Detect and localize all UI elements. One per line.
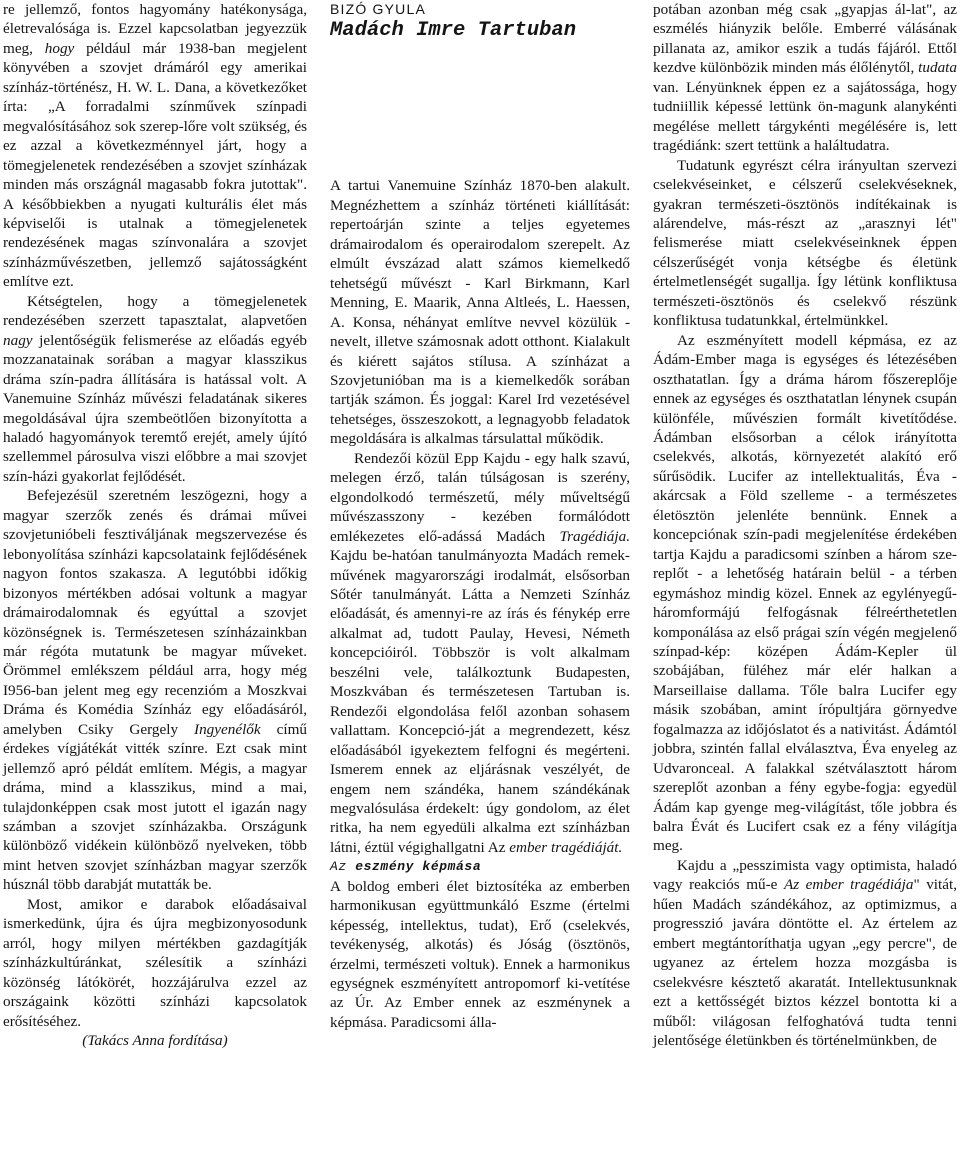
article-title: Madách Imre Tartuban — [330, 19, 577, 43]
translator-credit: (Takács Anna fordítása) — [82, 1032, 228, 1050]
section-heading: Az eszmény képmása — [330, 859, 482, 875]
blank-space — [330, 43, 630, 176]
column-right — [653, 0, 957, 1050]
paragraph: Most, amikor e darabok előadásaival ismerkedünk, újra és újra megbizonyosodunk arról, hogy milyen mértékben gazdagítják színházkultúránkat, szélesítik a színházi közönség látókörét, hozzájárulva ezzel az országaink közötti színházi kapcsolatok erősítéséhez. — [3, 895, 307, 1030]
paragraph: potában azonban még csak „gyapjas ál-lat", az eszmélés hiányzik belőle. Emberré válásának pillanata az, amikor eszik a tudás fájáról. Ettől kezdve különbözik minden más élőlénytől, tudata van. Lényünknek éppen ez a sajátossága, hogy tudniillik képessé lettünk ön-magunk alanykénti megélése mellett tárgykénti megélésére is, lett tragédiánk: szert tettünk a haláltudatra. — [653, 1, 957, 155]
paragraph: A boldog emberi élet biztosítéka az emberben harmonikusan együttmunkáló Eszme (értelmi képesség, intellektus, tudat), Erő (cselekvés, tevékenység, alkotás) és Jóság (ösztönös, érzelmi, természeti voltuk). Ennek a harmonikus egységnek eszményített antropomorf ki-vetítése az Úr. Az Ember ennek az eszménynek a képmása. Paradicsomi álla- — [330, 877, 630, 1031]
paragraph: Befejezésül szeretném leszögezni, hogy a magyar szerzők zenés és drámai művei szovjetunióbeli fesztiváljának megszervezése és lebonyolítása színházi kapcsolataink fejlődésének nagyon fontos szakasza. A legutóbbi időkig bizonyos mértékben adósai voltunk a magyar drámairodalomnak és egyúttal a szovjet közönségnek is. Természetesen színházainkban már régóta mutatunk be magyar műveket. Örömmel emlékszem például arra, hogy még I956-ban jelent meg egy recenzióm a Moszkvai Dráma és Komédia Színház egy előadásáról, amelyben Csiky Gergely Ingyenélők című érdekes vígjátékát vitték színre. Ezt csak mint jellemző apró példát említem. Mégis, a magyar dráma, mind a klasszikus, mind a mai, tulajdonképpen csak most jutott el igazán nagy számban a szovjet színházakba. Országunk különböző vidékein különböző nyelveken, több mint hetven szovjet színházban magyar szerzők húsznál több darabját mutatták be. — [3, 487, 307, 894]
column-middle — [330, 0, 630, 1032]
paragraph: Kajdu a „pesszimista vagy optimista, haladó vagy reakciós mű-e Az ember tragédiája" vitát, hűen Madách szándékához, az optimizmus, a progresszió javára döntötte el. Az értelem az embert megtántoríthatja ugyan „egy percre", de ugyanez az értelem hozza mozgásba is cselekvésre késztető akaratát. Intellektusunknak ezt a kettősségét biztos kézzel bontotta ki a műből: világosan felfoghatóvá tudta tenni jelentősége életünkben és történelmünkben, de — [653, 856, 958, 1050]
paragraph: Az eszményített modell képmása, ez az Ádám-Ember maga is egységes és létezésében oszthatatlan. Így a dráma három főszereplője ennek az egységes és oszthatatlan lénynek csupán különféle, művészien formált kivetítődése. Ádámban elsősorban a célok irányította cselekvés, alkotás, környezetét alakító erő sűrűsödik. Lucifer az intellektualitás, Éva - akárcsak a Föld szelleme - a természetes életösztön jelenléte bennünk. Ennek a koncepciónak szín-padi megjelenítése érdekében tartja Kajdu a paradicsomi színben a három sze-replőt - a lehetőség határain belül - a térben egymáshoz mindig közel. Ennek az egylényegű-háromformájú felfogásnak félreérthetetlen komponálása az első prágai szín végén megjelenő színpad-kép: középen Ádám-Kepler ül szobájában, füléhez már elér halkan a Marseillaise dallama. Tőle balra Lucifer egy másik szobában, amint írópultjára görnyedve fogalmazza az időjóslatot és a nativitást. Ádámtól jobbra, szintén fallal elválasztva, Éva enyeleg az Udvaronceal. A falakkal szétválasztott három szereplőt azonban a fény egybe-fogja: egyedül Ádám kap gyenge meg-világítást, tőle jobbra és balra Évát és Lucifert csak ez a fény világítja meg. — [653, 331, 957, 855]
paragraph: Kétségtelen, hogy a tömegjelenetek rendezésében szerzett tapasztalat, alapvetően nagy jelentőségük felismerése az előadás egyéb mozzanatainak sorában a magyar klasszikus dráma szín-padra állítására is hatással volt. A Vanemuine Színház művészi feladatának sikeres megoldásával újra szembeötlően bizonyította a haladó hagyományok teremtő erejét, amely újító szellemmel párosulva viszi előbbre a mai szovjet szín-házi gyakorlat fejlődését. — [3, 292, 307, 485]
paragraph: re jellemző, fontos hagyomány hatékonysága, életrevalósága is. Ezzel kapcsolatban jegyezzük meg, hogy például már 1938-ban megjelent könyvében a szovjet drámáról egy amerikai színház-történész, H. W. L. Dana, a következőket írta: „A forradalmi színművek színpadi megvalósításához sok szerep-lőre volt szükség, és ez azzal a következménnyel járt, hogy a tömegjelenetek rendezésében a szovjet színházak minden más országnál magasabb fokra jutottak". A későbbiekben a nyugati kulturális élet más képviselői is utalnak a tömegjelenetek rendezésének magas színvonalára a szovjet színházművészetben, jellemző sajátosságként említve ezt. — [3, 1, 308, 291]
article-author: BIZÓ GYULA — [330, 1, 427, 17]
paragraph: Rendezői közül Epp Kajdu - egy halk szavú, melegen érző, talán túlságosan is szerény, elgondolkodó természetű, mély műveltségű művészasszony - kezében formálódott emlékezetes elő-adássá Madách Tragédiája. Kajdu be-hatóan tanulmányozta Madách remek-művének magyarországi irodalmát, elsősorban Sőtér tanulmányát. Látta a Nemzeti Színház előadását, és amennyi-re az írás és fénykép erre alkalmat ad, tudott Paulay, Hevesi, Németh koncepcióiról. Többször is volt alkalmam beszélni vele, találkoztunk Budapesten, Moszkvában és természetesen Tartuban is. Rendezői elgondolása felől azonban sohasem vallattam. Koncepció-ját a megrendezett, kész előadásából igyekeztem felfogni és megérteni. Ismerem ennek az eljárásnak veszélyét, de engem nem szándéka, hanem szándékának megvalósulása érdekelt: úgy gondolom, az élet ritka, ha nem egyedüli alkalma ezt színházban látni, éztül végighallgatni Az ember tragédiáját. — [330, 449, 630, 856]
paragraph: A tartui Vanemuine Színház 1870-ben alakult. Megnézhettem a színház történeti kiállítását: repertoárján szinte a teljes egyetemes drámairodalom és operairodalom szerepelt. Az elmúlt évszázad alatt számos kiemelkedő tehetségű művészt - Karl Birkmann, Karl Menning, E. Maarik, Anna Altleés, L. Haessen, A. Konsa, néhányat említve nevvel közülük - nevelt, illetve számosnak adott otthont. Kialakult és kiérett sajátos stílusa. A színházat a Szovjetunióban ma is a kiemelkedők sorában tartják számon. És joggal: Karel Ird vezetésével tehetséges, összeszokott, a legnagyobb feladatok megoldására is alkalmas társulattal működik. — [330, 177, 630, 448]
column-left — [3, 0, 307, 1050]
paragraph: Tudatunk egyrészt célra irányultan szervezi cselekvéseinket, e célszerű cselekvéseknek, gyakran természeti-ösztönös indítékainak is alárendelve, más-részt az „arasznyi lét" felismerése miatt cselekvéseinknek éppen célszerűségét vonja kétségbe és életünk értelmetlenségét sugallja. Így létünk konfliktusa természeti-ösztönös és cselekvő részünk konfliktusa tudatunkkal, értelmünkkel. — [653, 156, 957, 330]
